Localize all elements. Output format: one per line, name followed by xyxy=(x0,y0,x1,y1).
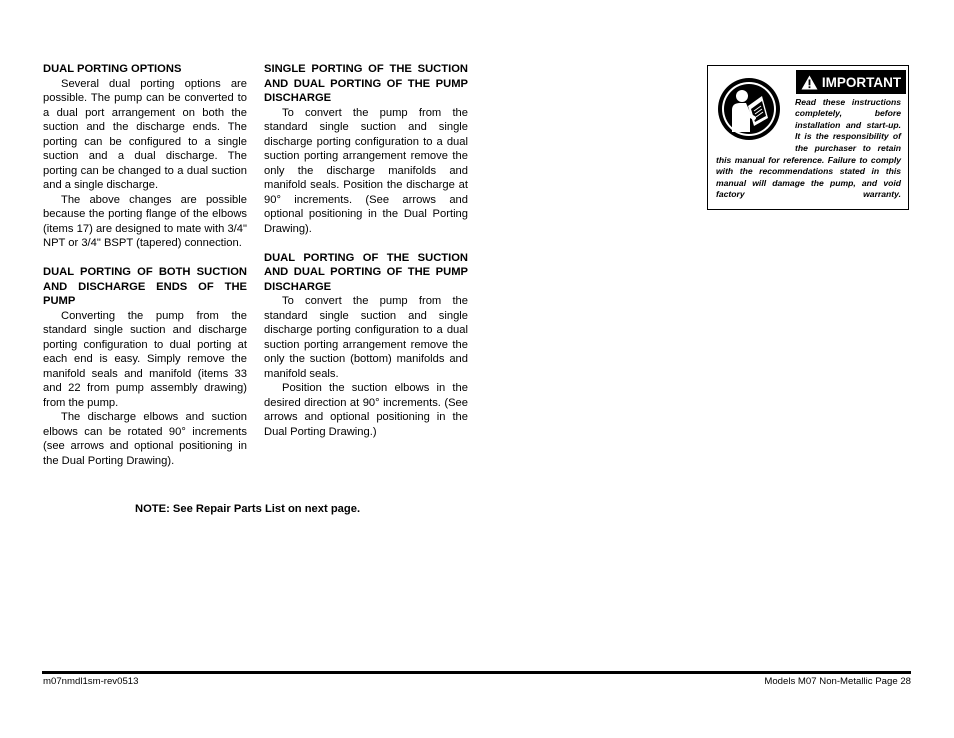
heading-single-suction-dual-discharge: SINGLE PORTING OF THE SUCTION AND DUAL PORTING OF THE PUMP DISCHARGE xyxy=(264,63,468,104)
column-middle xyxy=(264,62,468,439)
important-notice-box xyxy=(707,65,909,210)
spacer xyxy=(264,236,468,251)
paragraph: Several dual porting options are possible. The pump can be converted to a dual port arrangement on both the suction and the discharge ends. The porting can be configured to a single suction and a dual discharge. The porting can be changed to a dual suction and a single discharge. xyxy=(43,77,247,191)
footer-rule xyxy=(42,671,911,674)
important-header xyxy=(796,70,906,94)
column-left xyxy=(43,62,247,468)
heading-dual-suction-dual-discharge: DUAL PORTING OF THE SUCTION AND DUAL PORTING OF THE PUMP DISCHARGE xyxy=(264,251,468,293)
important-text-top: Read these instructions completely, before installation and start-up. It is the responsibility of the purchaser to retain xyxy=(795,97,901,153)
repair-parts-note: NOTE: See Repair Parts List on next page. xyxy=(135,503,361,515)
paragraph: To convert the pump from the standard single suction and single discharge porting configuration to a dual suction porting arrangement remove the only the suction (bottom) manifolds and manifold seals. xyxy=(264,295,468,380)
heading-dual-porting-both-ends: DUAL PORTING OF BOTH SUCTION AND DISCHARGE ENDS OF THE PUMP xyxy=(43,266,247,307)
page-number: Models M07 Non-Metallic Page 28 xyxy=(764,676,911,687)
paragraph: Position the suction elbows in the desired direction at 90° increments. (See arrows and optional positioning in the Dual Porting Drawing.) xyxy=(264,382,468,438)
document-code: m07nmdl1sm-rev0513 xyxy=(43,676,139,687)
heading-dual-porting-options: DUAL PORTING OPTIONS xyxy=(43,63,182,75)
read-manual-icon xyxy=(716,76,782,142)
spacer xyxy=(43,251,247,266)
important-text-bottom xyxy=(716,155,901,201)
paragraph: The above changes are possible because the porting flange of the elbows (items 17) are designed to mate with 3/4" NPT or 3/4" BSPT (tapered) connection. xyxy=(43,193,247,249)
warning-triangle-icon xyxy=(801,75,818,90)
important-text-bottom-content: this manual for reference. Failure to comply with the recommendations stated in this manual will damage the pump, and void factory warranty. xyxy=(716,155,901,200)
paragraph: Converting the pump from the standard single suction and discharge porting configuration to dual porting at each end is easy. Simply remove the manifold seals and manifold (items 33 and 22 from pump assembly drawing) from the pump. xyxy=(43,309,247,409)
important-label: IMPORTANT xyxy=(821,74,902,90)
paragraph: The discharge elbows and suction elbows can be rotated 90° increments (see arrows and optional positioning in the Dual Porting Drawing). xyxy=(43,411,247,467)
paragraph: To convert the pump from the standard single suction and single discharge porting configuration to a dual suction porting arrangement remove the only the discharge manifolds and manifold seals. Position the discharge at 90° increments. (See arrows and optional positioning in the Dual Porting Drawing). xyxy=(264,106,468,235)
